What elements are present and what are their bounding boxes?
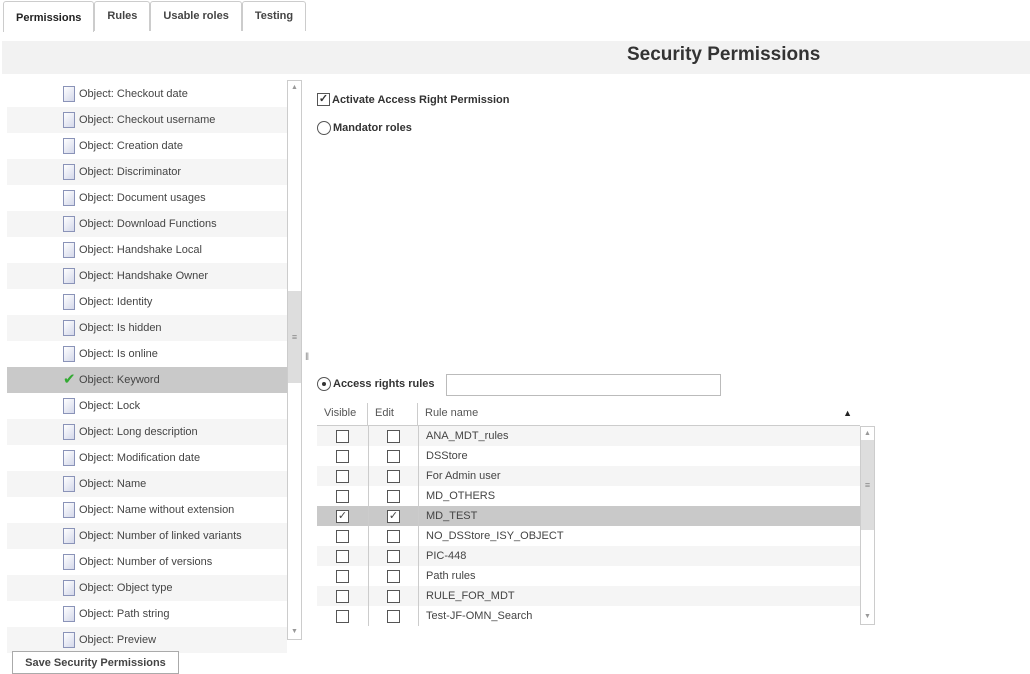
object-list-item[interactable] — [7, 367, 287, 393]
edit-cell — [368, 466, 418, 486]
rule-filter-input[interactable] — [446, 374, 721, 396]
edit-cell — [368, 486, 418, 506]
visible-cell — [317, 586, 368, 606]
document-icon — [63, 502, 75, 518]
rule-name: MD_OTHERS — [418, 486, 860, 506]
object-label: Object: Lock — [79, 400, 141, 412]
visible-cell — [317, 426, 368, 446]
object-label: Object: Download Functions — [79, 218, 217, 230]
col-visible[interactable]: Visible — [317, 403, 368, 425]
access-rules-option[interactable] — [317, 377, 435, 391]
rules-table — [317, 403, 875, 626]
table-header — [317, 403, 860, 426]
object-label: Object: Handshake Local — [79, 244, 202, 256]
table-row[interactable] — [317, 466, 860, 486]
rule-name: ANA_MDT_rules — [418, 426, 860, 446]
col-edit[interactable]: Edit — [368, 403, 418, 425]
edit-cell — [368, 566, 418, 586]
document-icon — [63, 216, 75, 232]
table-row[interactable] — [317, 486, 860, 506]
rule-name: NO_DSStore_ISY_OBJECT — [418, 526, 860, 546]
document-icon — [63, 398, 75, 414]
object-label: Object: Long description — [79, 426, 198, 438]
rule-name: DSStore — [418, 446, 860, 466]
edit-checkbox[interactable] — [387, 530, 400, 543]
scroll-down-icon[interactable]: ▼ — [291, 628, 298, 635]
visible-cell — [317, 606, 368, 626]
visible-checkbox[interactable] — [336, 570, 349, 583]
scroll-up-icon[interactable]: ▲ — [864, 430, 871, 437]
object-list-item[interactable] — [7, 419, 287, 445]
document-icon — [63, 164, 75, 180]
object-label: Object: Creation date — [79, 140, 183, 152]
document-icon — [63, 606, 75, 622]
visible-cell — [317, 546, 368, 566]
rule-name: Path rules — [418, 566, 860, 586]
visible-checkbox[interactable] — [336, 610, 349, 623]
edit-checkbox[interactable] — [387, 450, 400, 463]
object-list-item[interactable] — [7, 315, 287, 341]
document-icon — [63, 320, 75, 336]
object-label: Object: Object type — [79, 582, 173, 594]
table-row[interactable] — [317, 546, 860, 566]
document-icon — [63, 580, 75, 596]
object-label: Object: Checkout username — [79, 114, 216, 126]
object-list-item[interactable] — [7, 549, 287, 575]
visible-cell — [317, 506, 368, 526]
table-scrollbar[interactable] — [860, 426, 875, 625]
access-rules-radio[interactable] — [317, 377, 331, 391]
object-list-item[interactable] — [7, 393, 287, 419]
tab-testing[interactable]: Testing — [242, 1, 306, 31]
object-list-item[interactable] — [7, 107, 287, 133]
object-label: Object: Name without extension — [79, 504, 235, 516]
object-list-item[interactable] — [7, 627, 287, 653]
mandator-option[interactable] — [317, 121, 412, 135]
activate-label: Activate Access Right Permission — [332, 93, 510, 106]
visible-checkbox[interactable] — [336, 590, 349, 603]
object-label: Object: Handshake Owner — [79, 270, 209, 282]
visible-cell — [317, 446, 368, 466]
document-icon — [63, 294, 75, 310]
edit-checkbox[interactable] — [387, 490, 400, 503]
access-rules-label: Access rights rules — [333, 378, 435, 390]
col-rule-name[interactable] — [418, 403, 860, 425]
document-icon — [63, 138, 75, 154]
activate-checkbox[interactable]: ✓ — [318, 93, 329, 105]
table-row[interactable] — [317, 566, 860, 586]
document-icon — [63, 632, 75, 648]
object-label: Object: Document usages — [79, 192, 206, 204]
edit-cell — [368, 446, 418, 466]
edit-checkbox[interactable] — [387, 570, 400, 583]
object-list-item[interactable] — [7, 237, 287, 263]
document-icon — [63, 424, 75, 440]
object-list-item[interactable] — [7, 445, 287, 471]
tab-bar — [3, 1, 306, 32]
document-icon — [63, 450, 75, 466]
mandator-label: Mandator roles — [333, 122, 412, 134]
document-icon — [63, 190, 75, 206]
object-list-item[interactable] — [7, 159, 287, 185]
visible-checkbox[interactable] — [336, 450, 349, 463]
visible-checkbox[interactable] — [336, 470, 349, 483]
scroll-up-icon[interactable]: ▲ — [291, 84, 298, 91]
object-label: Object: Path string — [79, 608, 170, 620]
rule-name: Test-JF-OMN_Search — [418, 606, 860, 626]
splitter-handle[interactable]: ‖ — [305, 352, 310, 363]
rule-name: MD_TEST — [418, 506, 860, 526]
document-icon — [63, 112, 75, 128]
object-label: Object: Modification date — [79, 452, 201, 464]
object-list-item[interactable] — [7, 601, 287, 627]
document-icon — [63, 242, 75, 258]
edit-cell — [368, 586, 418, 606]
object-list-item[interactable] — [7, 575, 287, 601]
edit-cell — [368, 606, 418, 626]
scroll-thumb[interactable]: ≡ — [288, 291, 301, 383]
visible-checkbox[interactable] — [336, 550, 349, 563]
visible-checkbox[interactable] — [336, 490, 349, 503]
object-list-item[interactable] — [7, 289, 287, 315]
tab-usable-roles[interactable]: Usable roles — [150, 1, 241, 31]
object-label: Object: Discriminator — [79, 166, 182, 178]
object-label: Object: Number of versions — [79, 556, 213, 568]
edit-checkbox[interactable] — [387, 610, 400, 623]
visible-cell — [317, 566, 368, 586]
mandator-radio[interactable] — [317, 121, 331, 135]
object-label: Object: Keyword — [79, 374, 160, 386]
table-row[interactable] — [317, 446, 860, 466]
visible-checkbox[interactable] — [336, 530, 349, 543]
edit-checkbox[interactable] — [387, 550, 400, 563]
object-label: Object: Name — [79, 478, 147, 490]
tab-permissions[interactable]: Permissions — [3, 1, 94, 32]
edit-cell — [368, 546, 418, 566]
page-title: Security Permissions — [627, 44, 821, 65]
object-list-item[interactable] — [7, 523, 287, 549]
visible-cell — [317, 526, 368, 546]
object-list-scrollbar[interactable] — [287, 80, 302, 640]
col-rule-name-label: Rule name — [425, 407, 479, 419]
object-list-item[interactable] — [7, 133, 287, 159]
rule-name: For Admin user — [418, 466, 860, 486]
rule-name: RULE_FOR_MDT — [418, 586, 860, 606]
visible-checkbox[interactable]: ✓ — [337, 509, 348, 522]
object-label: Object: Preview — [79, 634, 157, 646]
rule-name: PIC-448 — [418, 546, 860, 566]
table-row[interactable] — [317, 606, 860, 626]
document-icon — [63, 528, 75, 544]
object-label: Object: Is hidden — [79, 322, 162, 334]
header-band — [2, 41, 1030, 74]
visible-cell — [317, 466, 368, 486]
document-icon — [63, 346, 75, 362]
object-label: Object: Is online — [79, 348, 158, 360]
save-security-permissions-button[interactable]: Save Security Permissions — [12, 651, 179, 674]
document-icon — [63, 86, 75, 102]
visible-cell — [317, 486, 368, 506]
document-icon — [63, 476, 75, 492]
edit-cell — [368, 506, 418, 526]
edit-checkbox[interactable] — [387, 430, 400, 443]
table-body — [317, 426, 875, 626]
object-list-item[interactable] — [7, 497, 287, 523]
edit-checkbox[interactable] — [387, 470, 400, 483]
object-list-item[interactable] — [7, 263, 287, 289]
object-list-item[interactable] — [7, 185, 287, 211]
edit-checkbox[interactable]: ✓ — [388, 509, 399, 522]
activate-option[interactable] — [317, 93, 510, 106]
object-list-item[interactable] — [7, 81, 287, 107]
document-icon — [63, 268, 75, 284]
object-label: Object: Checkout date — [79, 88, 188, 100]
table-row[interactable] — [317, 586, 860, 606]
sort-asc-icon[interactable]: ▲ — [843, 408, 852, 418]
edit-checkbox[interactable] — [387, 590, 400, 603]
tab-rules[interactable]: Rules — [94, 1, 150, 31]
object-list-item[interactable] — [7, 211, 287, 237]
edit-cell — [368, 526, 418, 546]
visible-checkbox[interactable] — [336, 430, 349, 443]
table-row[interactable] — [317, 426, 860, 446]
checkmark-icon: ✔ — [63, 371, 76, 388]
object-label: Object: Number of linked variants — [79, 530, 242, 542]
table-row[interactable] — [317, 526, 860, 546]
table-row[interactable] — [317, 506, 860, 526]
object-label: Object: Identity — [79, 296, 153, 308]
object-list-item[interactable] — [7, 471, 287, 497]
object-list — [7, 81, 287, 646]
scroll-down-icon[interactable]: ▼ — [864, 613, 871, 620]
scroll-thumb[interactable]: ≡ — [861, 440, 874, 530]
edit-cell — [368, 426, 418, 446]
object-list-item[interactable] — [7, 341, 287, 367]
document-icon — [63, 554, 75, 570]
